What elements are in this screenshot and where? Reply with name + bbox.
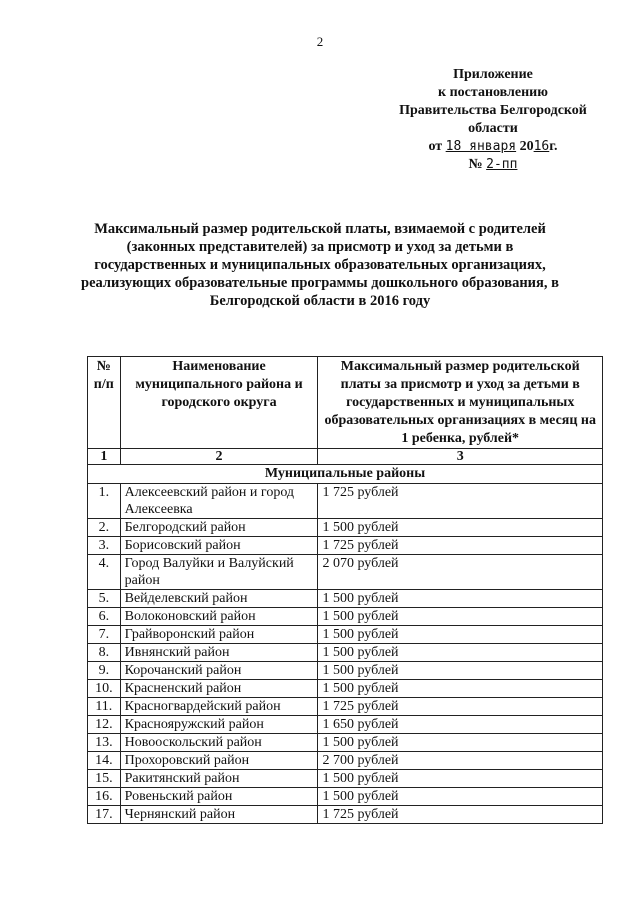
fee-value: 1 500 рублей: [318, 734, 603, 752]
section-title: Муниципальные районы: [88, 465, 603, 484]
row-number: 2.: [88, 519, 121, 537]
table-row: [88, 734, 603, 752]
table-row: [88, 716, 603, 734]
header-number: № п/п: [88, 357, 121, 449]
district-name: Прохоровский район: [120, 752, 318, 770]
appendix-line-3: Правительства Белгородской: [399, 103, 587, 118]
row-number: 8.: [88, 644, 121, 662]
section-row: [88, 465, 603, 484]
district-name: Белгородский район: [120, 519, 318, 537]
index-cell: 3: [318, 449, 603, 465]
district-name: Город Валуйки и Валуйский район: [120, 555, 318, 590]
row-number: 4.: [88, 555, 121, 590]
index-cell: 1: [88, 449, 121, 465]
row-number: 7.: [88, 626, 121, 644]
date-prefix: от: [428, 139, 443, 154]
table-row: [88, 662, 603, 680]
row-number: 16.: [88, 788, 121, 806]
district-name: Ракитянский район: [120, 770, 318, 788]
fee-value: 1 650 рублей: [318, 716, 603, 734]
document-title: Максимальный размер родительской платы, взимаемой с родителей (законных представителей) за присмотр и уход за детьми в государственных и муниципальных образовательных организациях, реализующих образовательные программы дошкольного образования, в Белгородской области в 2016 году: [81, 221, 559, 309]
date-suffix: г.: [549, 139, 558, 154]
table-header-row: [88, 357, 603, 449]
fee-value: 1 725 рублей: [318, 484, 603, 519]
row-number: 1.: [88, 484, 121, 519]
row-number: 11.: [88, 698, 121, 716]
fee-value: 2 700 рублей: [318, 752, 603, 770]
table-row: [88, 644, 603, 662]
table-row: [88, 752, 603, 770]
row-number: 3.: [88, 537, 121, 555]
district-name: Волоконовский район: [120, 608, 318, 626]
row-number: 12.: [88, 716, 121, 734]
fee-value: 2 070 рублей: [318, 555, 603, 590]
appendix-line-4: области: [468, 121, 518, 136]
table-row: [88, 806, 603, 824]
district-name: Вейделевский район: [120, 590, 318, 608]
table-row: [88, 608, 603, 626]
district-name: Ивнянский район: [120, 644, 318, 662]
district-name: Корочанский район: [120, 662, 318, 680]
district-name: Чернянский район: [120, 806, 318, 824]
fee-value: 1 500 рублей: [318, 590, 603, 608]
appendix-line-2: к постановлению: [438, 85, 548, 100]
table-row: [88, 680, 603, 698]
fee-value: 1 500 рублей: [318, 680, 603, 698]
fee-value: 1 500 рублей: [318, 770, 603, 788]
fee-value: 1 500 рублей: [318, 626, 603, 644]
row-number: 9.: [88, 662, 121, 680]
district-name: Красногвардейский район: [120, 698, 318, 716]
table-row: [88, 698, 603, 716]
index-cell: 2: [120, 449, 318, 465]
district-name: Ровеньский район: [120, 788, 318, 806]
number-value: 2-пп: [486, 157, 518, 172]
district-name: Красненский район: [120, 680, 318, 698]
district-name: Новооскольский район: [120, 734, 318, 752]
row-number: 5.: [88, 590, 121, 608]
fee-value: 1 500 рублей: [318, 608, 603, 626]
date-year-prefix: 20: [519, 139, 534, 154]
table-row: [88, 770, 603, 788]
fee-value: 1 500 рублей: [318, 788, 603, 806]
fee-value: 1 500 рублей: [318, 662, 603, 680]
fee-value: 1 500 рублей: [318, 519, 603, 537]
appendix-line-1: Приложение: [453, 67, 533, 82]
header-fee: Максимальный размер родительской платы за присмотр и уход за детьми в государственных и муниципальных образовательных организациях в месяц на 1 ребенка, рублей*: [318, 357, 603, 449]
fee-value: 1 725 рублей: [318, 806, 603, 824]
row-number: 10.: [88, 680, 121, 698]
row-number: 6.: [88, 608, 121, 626]
table-row: [88, 519, 603, 537]
table-row: [88, 626, 603, 644]
row-number: 17.: [88, 806, 121, 824]
district-name: Краснояружский район: [120, 716, 318, 734]
district-name: Борисовский район: [120, 537, 318, 555]
table-row: [88, 555, 603, 590]
number-prefix: №: [468, 157, 483, 172]
fee-value: 1 725 рублей: [318, 537, 603, 555]
district-name: Грайворонский район: [120, 626, 318, 644]
appendix-number: [386, 156, 600, 174]
table-row: [88, 590, 603, 608]
fee-value: 1 725 рублей: [318, 698, 603, 716]
index-row: [88, 449, 603, 465]
table-row: [88, 484, 603, 519]
district-name: Алексеевский район и город Алексеевка: [120, 484, 318, 519]
appendix-date: [386, 138, 600, 156]
row-number: 14.: [88, 752, 121, 770]
row-number: 15.: [88, 770, 121, 788]
appendix-block: [386, 66, 600, 174]
tariffs-table: [87, 356, 603, 824]
header-district: Наименование муниципального района и городского округа: [120, 357, 318, 449]
page-number: 2: [316, 34, 324, 49]
fee-value: 1 500 рублей: [318, 644, 603, 662]
row-number: 13.: [88, 734, 121, 752]
date-day: 18 января: [445, 139, 517, 154]
date-year-handwritten: 16: [533, 139, 550, 154]
table-row: [88, 537, 603, 555]
table-row: [88, 788, 603, 806]
